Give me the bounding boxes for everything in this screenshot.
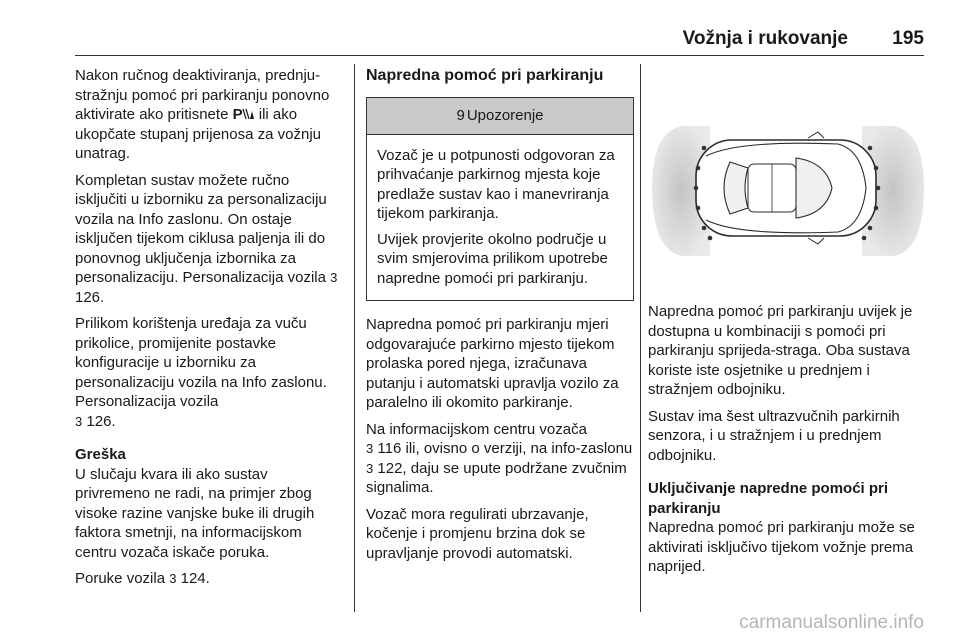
- chapter-title: Vožnja i rukovanje: [682, 28, 848, 49]
- page-reference-arrow-icon: 3: [366, 460, 374, 476]
- warning-triangle-icon: 9: [456, 106, 465, 124]
- column-3: [648, 66, 930, 584]
- header-divider: [75, 55, 924, 56]
- watermark: carmanualsonline.info: [739, 612, 924, 633]
- paragraph: Prilikom korištenja uređaja za vuču prikolice, promijenite postavke konfiguracije u izborniku za personalizaciju vozila na Info zaslonu. Personalizacija vozila 3 126.: [75, 315, 327, 430]
- page-header: [0, 26, 960, 56]
- column-divider-2: [640, 64, 641, 612]
- page-reference-arrow-icon: 3: [330, 270, 338, 285]
- page-reference-link[interactable]: 122, daju se upute podržane zvučnim signalima.: [366, 459, 627, 496]
- column-2: [366, 66, 634, 570]
- page-number: 195: [892, 28, 924, 49]
- subheading-fault: Greška: [75, 446, 126, 463]
- warning-text: Uvijek provjerite okolno područje u svim smjerovima prilikom upotrebe napredne pomoći pri parkiranju.: [377, 230, 608, 287]
- warning-header: [367, 98, 633, 135]
- warning-body: [367, 135, 633, 301]
- paragraph: Napredna pomoć pri parkiranju uvijek je dostupna u kombinaciji s pomoći pri parkiranju sprijeda-straga. Oba sustava koriste iste osjetnike u prednjem i stražnjem odbojniku.: [648, 303, 913, 398]
- page-reference-link[interactable]: 126.: [75, 288, 105, 306]
- subheading-activation: Uključivanje napredne pomoći pri parkiranju: [648, 480, 889, 517]
- column-1: [75, 66, 345, 596]
- page-reference-link[interactable]: 124.: [180, 570, 210, 587]
- page-reference-arrow-icon: 3: [366, 441, 374, 456]
- page-reference-arrow-icon: 3: [75, 413, 83, 429]
- paragraph: Na informacijskom centru vozača 3 116 ili, ovisno o verziji, na info-zaslonu 3 122, daju se upute podržane zvučnim signalima.: [366, 420, 633, 496]
- page-reference-link[interactable]: 116 ili, ovisno o verziji, na info-zaslonu: [377, 440, 633, 457]
- page-reference-link[interactable]: 126.: [86, 412, 116, 430]
- page-reference-arrow-icon: 3: [169, 571, 177, 586]
- warning-title: Upozorenje: [466, 106, 544, 124]
- paragraph: Napredna pomoć pri parkiranju može se aktivirati isključivo tijekom vožnje prema naprijed.: [648, 519, 915, 575]
- paragraph: Sustav ima šest ultrazvučnih parkirnih senzora, i u stražnjem i u prednjem odbojniku.: [648, 407, 900, 464]
- paragraph: Poruke vozila 3 124.: [75, 570, 210, 587]
- column-divider-1: [354, 64, 355, 612]
- section-title: Napredna pomoć pri parkiranju: [366, 67, 604, 84]
- car-top-view-icon: [648, 66, 928, 296]
- paragraph: Nakon ručnog deaktiviranja, prednju-stražnju pomoć pri parkiranju ponovno aktivirate ako pritisnete P ili ako ukopčate stupanj prijenosa za vožnju unatrag.: [75, 67, 330, 162]
- paragraph: Vozač mora regulirati ubrzavanje, kočenje i promjenu brzina dok se upravljanje provodi automatski.: [366, 505, 589, 562]
- paragraph: Kompletan sustav možete ručno isključiti u izborniku za personalizaciju vozila na Info zaslonu. On ostaje isključen tijekom ciklusa paljenja ili do ponovnog uključenja izbornika za personalizaciju. Personalizacija vozila 3 126.: [75, 171, 338, 306]
- paragraph: U slučaju kvara ili ako sustav privremeno ne radi, na primjer zbog visoke razine vanjske buke ili drugih faktora smetnji, na informacijskom centru vozača iskače poruka.: [75, 465, 315, 561]
- parking-sensor-waves-icon: [242, 107, 255, 121]
- parking-button-icon: P: [232, 106, 242, 123]
- paragraph: Napredna pomoć pri parkiranju mjeri odgovarajuće parkirno mjesto tijekom prolaska pored njega, izračunava putanju i automatski upravlja vozilo za paralelno ili okomito parkiranje.: [366, 316, 619, 411]
- parking-sensor-illustration: [648, 66, 928, 296]
- warning-text: Vozač je u potpunosti odgovoran za prihvaćanje parkirnog mjesta koje predlaže sustav kao i manevriranja tijekom parkiranja.: [377, 146, 615, 222]
- warning-box: [366, 97, 634, 302]
